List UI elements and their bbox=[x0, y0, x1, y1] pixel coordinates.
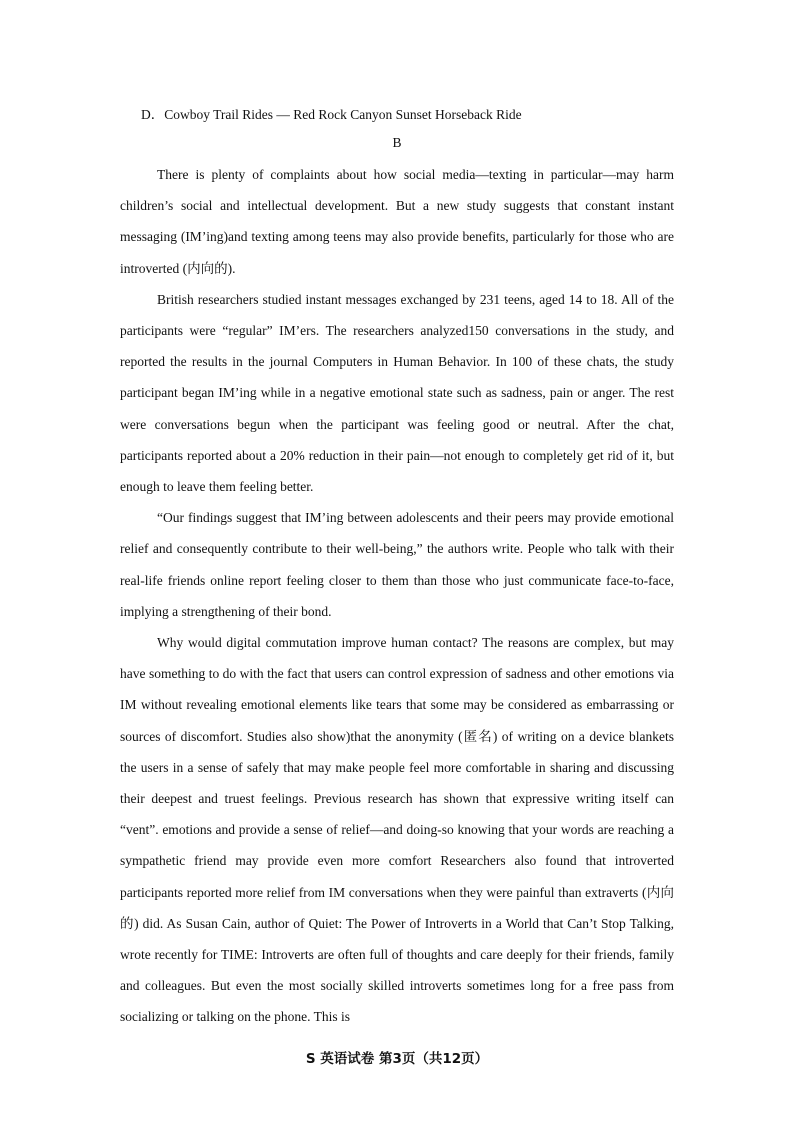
passage-paragraph-3: “Our findings suggest that IM’ing between adolescents and their peers may provide emotional relief and consequently contribute to their well-being,” the authors write. People who talk with their real-life friends online report feeling closer to them than those who just communicate face-to-face, implying a strengthening of their bond. bbox=[120, 510, 674, 619]
page-footer: S 英语试卷 第3页（共12页） bbox=[305, 1051, 489, 1067]
section-heading: B bbox=[392, 135, 402, 150]
option-d-line: D．Cowboy Trail Rides — Red Rock Canyon Sunset Horseback Ride bbox=[141, 107, 522, 122]
passage-paragraph-2: British researchers studied instant messages exchanged by 231 teens, aged 14 to 18. All of the participants were “regular” IM’ers. The researchers analyzed150 conversations in the study, and reported the results in the journal Computers in Human Behavior. In 100 of these chats, the study participant began IM’ing while in a negative emotional state such as sadness, pain or anger. The rest were conversations begun when the participant was feeling good or neutral. After the chat, participants reported about a 20% reduction in their pain—not enough to completely get rid of it, but enough to leave them feeling better. bbox=[120, 291, 674, 495]
passage-paragraph-1: There is plenty of complaints about how social media—texting in particular—may harm children’s social and intellectual development. But a new study suggests that constant instant messaging (IM’ing)and texting among teens may also provide benefits, particularly for those who are introverted (内向的). bbox=[120, 167, 674, 276]
reading-passage bbox=[120, 159, 674, 1033]
passage-paragraph-4: Why would digital commutation improve human contact? The reasons are complex, but may have something to do with the fact that users can control expression of sadness and other emotions via IM without revealing emotional elements like tears that some may be considered as embarrassing or sources of discomfort. Studies also show)that the anonymity (匿名) of writing on a device blankets the users in a sense of safely that may make people feel more comfortable in sharing and discussing their deepest and truest feelings. Previous research has shown that expressive writing itself can “vent”. emotions and provide a sense of relief—and doing-so knowing that your words are reaching a sympathetic friend may provide even more comfort Researchers also found that introverted participants reported more relief from IM conversations when they were painful than extraverts (内向的) did. As Susan Cain, author of Quiet: The Power of Introverts in a World that Can’t Stop Talking, wrote recently for TIME: Introverts are often full of thoughts and care deeply for their friends, family and colleagues. But even the most socially skilled introverts sometimes long for a free pass from socializing or talking on the phone. This is bbox=[120, 635, 674, 1025]
